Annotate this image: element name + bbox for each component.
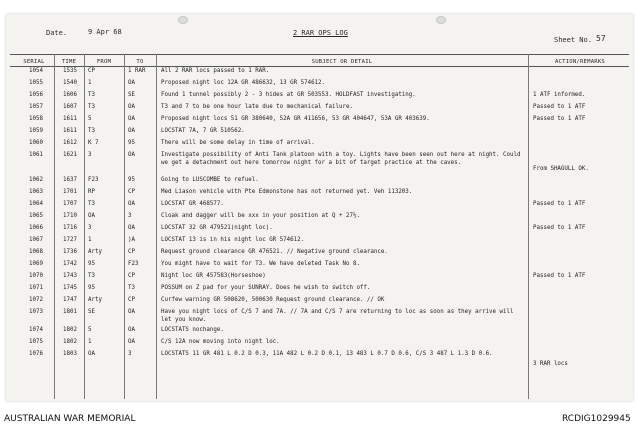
to-cell: OA <box>128 128 135 134</box>
serial-cell: 1061 <box>29 152 43 158</box>
from-cell: 1 <box>88 339 92 345</box>
column-divider <box>156 54 157 399</box>
from-cell: T3 <box>88 104 95 110</box>
page-title: 2 RAR OPS LOG <box>293 29 348 37</box>
to-cell: SE <box>128 92 135 98</box>
time-cell: 1727 <box>63 237 77 243</box>
subject-cell: LOCSTAT 7A, 7 GR 510562. <box>161 128 245 134</box>
time-cell: 1803 <box>63 351 77 357</box>
subject-cell: Request ground clearance GR 476521. // Negative ground clearance. <box>161 249 388 255</box>
from-cell: 5 <box>88 327 92 333</box>
serial-cell: 1057 <box>29 104 43 110</box>
from-cell: 1 <box>88 237 92 243</box>
col-header-to: TO <box>136 59 144 65</box>
to-cell: OA <box>128 225 135 231</box>
serial-cell: 1063 <box>29 189 43 195</box>
serial-cell: 1071 <box>29 285 43 291</box>
serial-cell: 1068 <box>29 249 43 255</box>
subject-cell: LOCSTATS 11 GR 481 L 0.2 D 0.3, 11A 482 L 0.2 D 0.1, 13 483 L 0.7 D 0.6, C/S 3 487 L 1.3 D 0.6. <box>161 351 493 357</box>
time-cell: 1802 <box>63 339 77 345</box>
subject-cell: Curfew warning GR 508620, 500630 Request ground clearance. // OK <box>161 297 385 303</box>
subject-cell: There will be some delay in time of arrival. <box>161 140 315 146</box>
from-cell: 1 <box>88 80 92 86</box>
time-cell: 1637 <box>63 177 77 183</box>
time-cell: 1802 <box>63 327 77 333</box>
from-cell: K 7 <box>88 140 99 146</box>
time-cell: 1611 <box>63 128 77 134</box>
action-cell: Passed to 1 ATF <box>533 104 586 110</box>
time-cell: 1742 <box>63 261 77 267</box>
time-cell: 1745 <box>63 285 77 291</box>
from-cell: T3 <box>88 128 95 134</box>
serial-cell: 1073 <box>29 309 43 315</box>
col-header-from: FROM <box>96 59 112 65</box>
from-cell: 3 <box>88 225 92 231</box>
footer-credit: AUSTRALIAN WAR MEMORIAL <box>4 414 136 424</box>
to-cell: OA <box>128 327 135 333</box>
subject-cell: Going to LUSCOMBE to refuel. <box>161 177 259 183</box>
subject-cell: You might have to wait for T3. We have deleted Task No 8. <box>161 261 360 267</box>
subject-cell: LOCSTAT GR 468577. <box>161 201 224 207</box>
time-cell: 1540 <box>63 80 77 86</box>
time-cell: 1736 <box>63 249 77 255</box>
serial-cell: 1075 <box>29 339 43 345</box>
to-cell: 3 <box>128 351 132 357</box>
subject-cell: POSSUM on Z pad for your SUNRAY. Does he wish to switch off. <box>161 285 371 291</box>
from-cell: T3 <box>88 201 95 207</box>
subject-cell: Investigate possibility of Anti Tank platoon with a toy. Lights have been seen out here at night. Could we get a detachment out here tomorrow night for a bit of target practice at the caves. <box>161 152 521 166</box>
time-cell: 1743 <box>63 273 77 279</box>
to-cell: 95 <box>128 177 135 183</box>
from-cell: SE <box>88 309 95 315</box>
header-top-rule <box>10 54 629 55</box>
col-header-subject: SUBJECT OR DETAIL <box>311 59 373 65</box>
serial-cell: 1060 <box>29 140 43 146</box>
date-label: Date. <box>46 29 68 37</box>
serial-cell: 1064 <box>29 201 43 207</box>
action-cell: 1 ATF informed. <box>533 92 586 98</box>
to-cell: )A <box>128 237 135 243</box>
punch-hole <box>178 16 188 24</box>
serial-cell: 1067 <box>29 237 43 243</box>
serial-cell: 1069 <box>29 261 43 267</box>
action-cell: Passed to 1 ATF <box>533 273 586 279</box>
time-cell: 1621 <box>63 152 77 158</box>
subject-cell: LOCSTAT 13 is in his night loc GR 574612. <box>161 237 305 243</box>
to-cell: OA <box>128 104 135 110</box>
sheet-value: 57 <box>596 34 606 43</box>
to-cell: CP <box>128 249 135 255</box>
sheet-label: Sheet No. <box>554 36 592 44</box>
to-cell: T3 <box>128 285 135 291</box>
time-cell: 1801 <box>63 309 77 315</box>
column-divider <box>84 54 85 399</box>
serial-cell: 1058 <box>29 116 43 122</box>
action-cell: Passed to 1 ATF <box>533 225 586 231</box>
from-cell: OA <box>88 213 95 219</box>
serial-cell: 1072 <box>29 297 43 303</box>
from-cell: T3 <box>88 273 95 279</box>
from-cell: 95 <box>88 285 95 291</box>
time-cell: 1611 <box>63 116 77 122</box>
time-cell: 1607 <box>63 104 77 110</box>
subject-cell: Night loc GR 457583(Horseshoe) <box>161 273 266 279</box>
subject-cell: Med Liason vehicle with Pte Edmonstone has not returned yet. Veh 113203. <box>161 189 413 195</box>
serial-cell: 1055 <box>29 80 43 86</box>
from-cell: 5 <box>88 116 92 122</box>
time-cell: 1707 <box>63 201 77 207</box>
time-cell: 1710 <box>63 213 77 219</box>
footer-id: RCDIG1029945 <box>562 414 631 424</box>
serial-cell: 1059 <box>29 128 43 134</box>
to-cell: OA <box>128 152 135 158</box>
log-sheet <box>6 14 633 401</box>
subject-cell: C/S 12A now moving into night loc. <box>161 339 280 345</box>
serial-cell: 1054 <box>29 68 43 74</box>
action-cell: Passed to 1 ATF <box>533 201 586 207</box>
to-cell: OA <box>128 80 135 86</box>
subject-cell: Proposed night locs 51 GR 380640, 52A GR 411656, 53 GR 404647, 53A GR 403639. <box>161 116 430 122</box>
subject-cell: Found 1 tunnel possibly 2 - 3 hides at GR 503553. HOLDFAST investigating. <box>161 92 416 98</box>
col-header-serial: SERIAL <box>23 59 45 65</box>
serial-cell: 1056 <box>29 92 43 98</box>
from-cell: CP <box>88 68 95 74</box>
from-cell: 95 <box>88 261 95 267</box>
to-cell: 3 <box>128 213 132 219</box>
header-bottom-rule <box>10 66 629 67</box>
to-cell: 95 <box>128 140 135 146</box>
action-cell: 3 RAR locs <box>533 361 568 367</box>
to-cell: CP <box>128 297 135 303</box>
serial-cell: 1066 <box>29 225 43 231</box>
from-cell: OA <box>88 351 95 357</box>
to-cell: CP <box>128 189 135 195</box>
from-cell: T3 <box>88 92 95 98</box>
action-cell: Passed to 1 ATF <box>533 116 586 122</box>
subject-cell: All 2 RAR locs passed to 1 RAR. <box>161 68 270 74</box>
subject-cell: Cloak and dagger will be xxx in your position at Q + 27½. <box>161 213 360 219</box>
time-cell: 1535 <box>63 68 77 74</box>
from-cell: F23 <box>88 177 99 183</box>
subject-cell: LOCSTAT 32 GR 479521(night loc). <box>161 225 273 231</box>
serial-cell: 1074 <box>29 327 43 333</box>
punch-hole <box>436 16 446 24</box>
col-header-action: ACTION/REMARKS <box>555 59 605 65</box>
action-cell: From SHAGULL OK. <box>533 166 589 172</box>
subject-cell: LOCSTATS nochange. <box>161 327 224 333</box>
serial-cell: 1062 <box>29 177 43 183</box>
to-cell: OA <box>128 201 135 207</box>
from-cell: 3 <box>88 152 92 158</box>
time-cell: 1701 <box>63 189 77 195</box>
subject-cell: T3 and 7 to be one hour late due to mechanical failure. <box>161 104 353 110</box>
date-value: 9 Apr 68 <box>88 28 122 36</box>
col-header-time: TIME <box>61 59 77 65</box>
to-cell: OA <box>128 309 135 315</box>
time-cell: 1716 <box>63 225 77 231</box>
subject-cell: Proposed night loc 12A GR 486632, 13 GR 574612. <box>161 80 326 86</box>
to-cell: OA <box>128 339 135 345</box>
from-cell: Arty <box>88 297 102 303</box>
column-divider <box>124 54 125 399</box>
from-cell: RP <box>88 189 95 195</box>
to-cell: F23 <box>128 261 139 267</box>
to-cell: CP <box>128 273 135 279</box>
from-cell: Arty <box>88 249 102 255</box>
time-cell: 1606 <box>63 92 77 98</box>
serial-cell: 1065 <box>29 213 43 219</box>
time-cell: 1612 <box>63 140 77 146</box>
to-cell: 1 RAR <box>128 68 146 74</box>
serial-cell: 1076 <box>29 351 43 357</box>
subject-cell: Have you night locs of C/S 7 and 7A. // 7A and C/S 7 are returning to loc as soon as they arrive will let you know. <box>161 309 514 323</box>
time-cell: 1747 <box>63 297 77 303</box>
serial-cell: 1070 <box>29 273 43 279</box>
column-divider <box>528 54 529 399</box>
to-cell: OA <box>128 116 135 122</box>
